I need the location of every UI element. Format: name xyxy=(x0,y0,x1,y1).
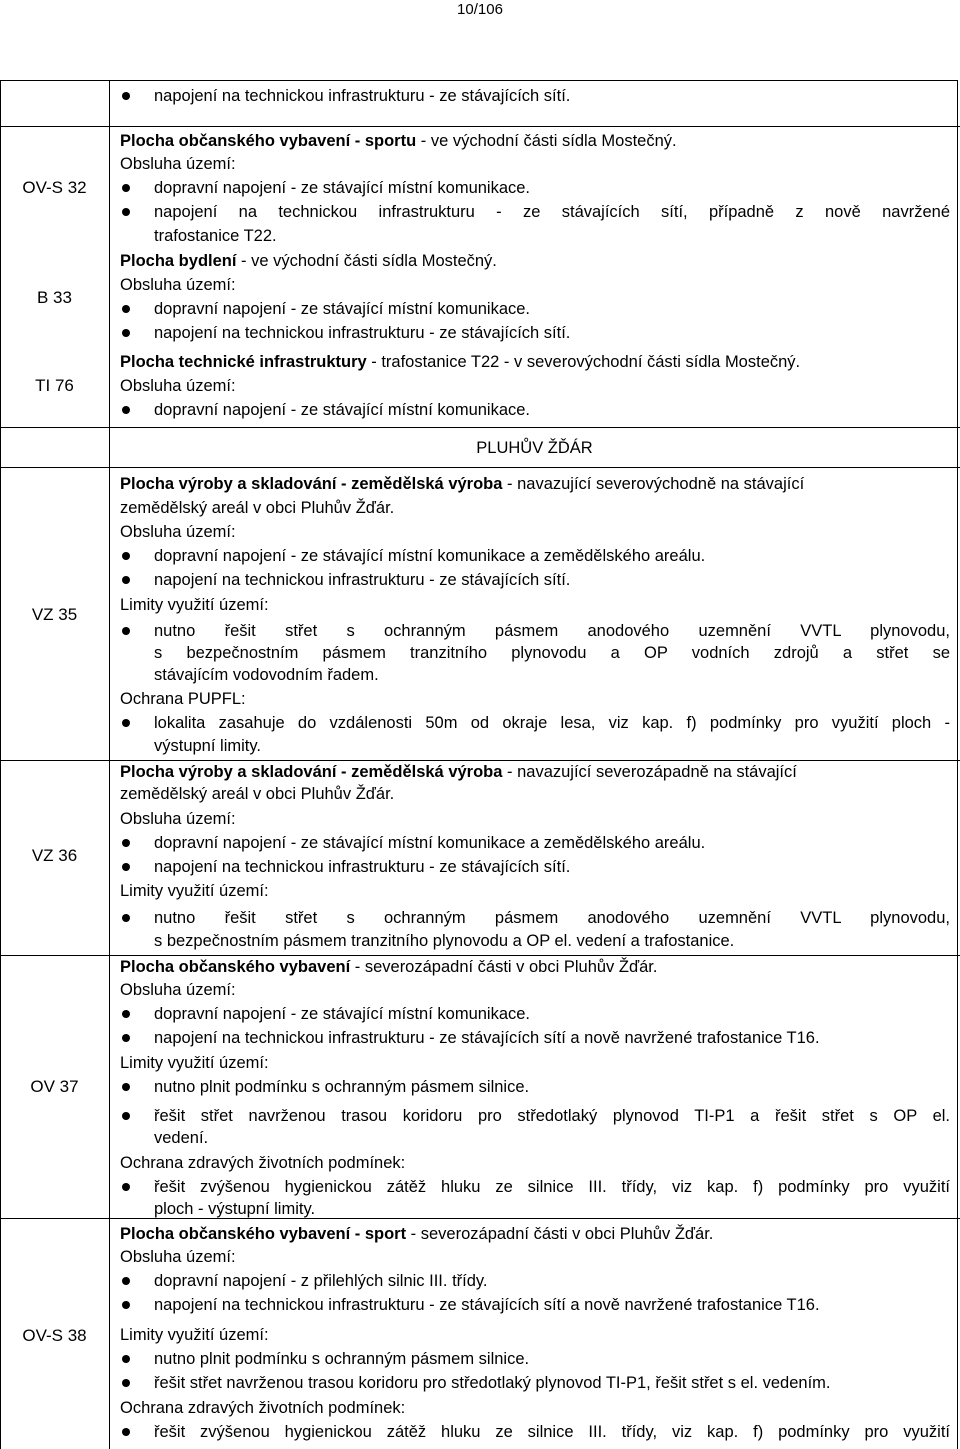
text-line: vedení. xyxy=(154,1129,209,1147)
bullet xyxy=(122,1010,130,1018)
text-line: Limity využití území: xyxy=(120,596,269,614)
text-line: Ochrana PUPFL: xyxy=(120,690,246,708)
text-line: dopravní napojení - ze stávající místní komunikace. xyxy=(154,300,531,318)
text-line: řešit střet navrženou trasou koridoru pro středotlaký plynovod TI-P1, řešit střet s el. vedením. xyxy=(154,1374,831,1392)
bullet xyxy=(122,552,130,560)
bullet xyxy=(122,1301,130,1309)
text-line: dopravní napojení - ze stávající místní komunikace. xyxy=(154,401,531,419)
text-line: dopravní napojení - ze stávající místní komunikace. xyxy=(154,1005,531,1023)
row-divider xyxy=(0,427,960,428)
bullet xyxy=(122,305,130,313)
text-line: Plocha občanského vybavení - sportu - ve východní části sídla Mostečný. xyxy=(120,132,677,150)
bullet xyxy=(122,208,130,216)
text-line: Ochrana zdravých životních podmínek: xyxy=(120,1154,406,1172)
text-line: Plocha bydlení - ve východní části sídla Mostečný. xyxy=(120,252,497,270)
text-line: řešit zvýšenou hygienickou zátěž hluku ze silnice III. třídy, viz kap. f) podmínky pro využití xyxy=(154,1178,950,1196)
text-line: trafostanice T22. xyxy=(154,227,277,245)
text-line: s bezpečnostním pásmem tranzitního plynovodu a OP vodních zdrojů a střet se xyxy=(154,644,950,662)
bullet xyxy=(122,576,130,584)
bullet xyxy=(122,1183,130,1191)
code-label: VZ 36 xyxy=(31,846,78,865)
bullet xyxy=(122,1083,130,1091)
text-line: dopravní napojení - ze stávající místní komunikace. xyxy=(154,179,531,197)
text-line: Obsluha území: xyxy=(120,276,236,294)
bullet xyxy=(122,92,130,100)
bullet xyxy=(122,627,130,635)
bullet xyxy=(122,839,130,847)
row-divider xyxy=(0,126,960,127)
code-label: TI 76 xyxy=(35,376,74,395)
text-line: nutno plnit podmínku s ochranným pásmem silnice. xyxy=(154,1350,530,1368)
bullet xyxy=(122,1355,130,1363)
text-line: nutno řešit střet s ochranným pásmem anodového uzemnění VVTL plynovodu, xyxy=(154,909,950,927)
bullet xyxy=(122,1034,130,1042)
row-divider xyxy=(0,467,960,468)
bullet xyxy=(122,863,130,871)
text-line: napojení na technickou infrastrukturu - ze stávajících sítí a nově navržené trafostanice T16. xyxy=(154,1296,820,1314)
text-line: Limity využití území: xyxy=(120,1326,269,1344)
text-line: řešit zvýšenou hygienickou zátěž hluku ze silnice III. třídy, viz kap. f) podmínky pro využití xyxy=(154,1423,950,1441)
text-line: napojení na technickou infrastrukturu - ze stávajících sítí. xyxy=(154,87,571,105)
text-line: zemědělský areál v obci Pluhův Žďár. xyxy=(120,499,395,517)
text-line: Plocha technické infrastruktury - trafostanice T22 - v severovýchodní části sídla Mostečný. xyxy=(120,353,801,371)
text-line: Obsluha území: xyxy=(120,377,236,395)
text-line: dopravní napojení - ze stávající místní komunikace a zemědělského areálu. xyxy=(154,834,706,852)
text-line: dopravní napojení - ze stávající místní komunikace a zemědělského areálu. xyxy=(154,547,706,565)
bullet xyxy=(122,184,130,192)
column-divider xyxy=(109,80,110,1449)
text-line: s bezpečnostním pásmem tranzitního plynovodu a OP el. vedení a trafostanice. xyxy=(154,932,735,950)
text-line: nutno řešit střet s ochranným pásmem anodového uzemnění VVTL plynovodu, xyxy=(154,622,950,640)
text-line: napojení na technickou infrastrukturu - ze stávajících sítí. xyxy=(154,858,571,876)
text-line: lokalita zasahuje do vzdálenosti 50m od okraje lesa, viz kap. f) podmínky pro využití ploch - xyxy=(154,714,950,732)
bullet xyxy=(122,1379,130,1387)
code-label: OV-S 32 xyxy=(22,178,87,197)
text-line: Obsluha území: xyxy=(120,810,236,828)
text-line: Plocha výroby a skladování - zemědělská výroba - navazující severozápadně na stávající xyxy=(120,763,797,781)
bullet xyxy=(122,914,130,922)
text-line: výstupní limity. xyxy=(154,737,261,755)
text-line: napojení na technickou infrastrukturu - ze stávajících sítí. xyxy=(154,571,571,589)
text-line: Obsluha území: xyxy=(120,155,236,173)
bullet xyxy=(122,719,130,727)
text-line: ploch - výstupní limity. xyxy=(154,1200,316,1218)
text-line: Obsluha území: xyxy=(120,981,236,999)
code-label: B 33 xyxy=(37,288,72,307)
section-heading: PLUHŮV ŽĎÁR xyxy=(476,439,593,457)
code-label: VZ 35 xyxy=(31,605,78,624)
text-line: Plocha občanského vybavení - sport - severozápadní části v obci Pluhův Žďár. xyxy=(120,1225,714,1243)
bullet xyxy=(122,329,130,337)
bullet xyxy=(122,1277,130,1285)
text-line: řešit střet navrženou trasou koridoru pro středotlaký plynovod TI-P1 a řešit střet s OP el. xyxy=(154,1107,950,1125)
bullet xyxy=(122,406,130,414)
text-line: nutno plnit podmínku s ochranným pásmem silnice. xyxy=(154,1078,530,1096)
bullet xyxy=(122,1112,130,1120)
text-line: dopravní napojení - z přilehlých silnic III. třídy. xyxy=(154,1272,488,1290)
code-label: OV 37 xyxy=(30,1077,79,1096)
text-line: Limity využití území: xyxy=(120,1054,269,1072)
bullet xyxy=(122,1428,130,1436)
text-line: zemědělský areál v obci Pluhův Žďár. xyxy=(120,785,395,803)
text-line: Plocha výroby a skladování - zemědělská výroba - navazující severovýchodně na stávající xyxy=(120,475,805,493)
code-label: OV-S 38 xyxy=(22,1326,87,1345)
text-line: Obsluha území: xyxy=(120,1248,236,1266)
text-line: Obsluha území: xyxy=(120,523,236,541)
text-line: napojení na technickou infrastrukturu - ze stávajících sítí a nově navržené trafostanice T16. xyxy=(154,1029,820,1047)
page-number: 10/106 xyxy=(457,1,503,18)
text-line: Limity využití území: xyxy=(120,882,269,900)
text-line: napojení na technickou infrastrukturu - ze stávajících sítí, případně z nově navržené xyxy=(154,203,950,221)
text-line: Ochrana zdravých životních podmínek: xyxy=(120,1399,406,1417)
text-line: stávajícím vodovodním řadem. xyxy=(154,666,379,684)
text-line: napojení na technickou infrastrukturu - ze stávajících sítí. xyxy=(154,324,571,342)
text-line: Plocha občanského vybavení - severozápadní části v obci Pluhův Žďár. xyxy=(120,958,658,976)
